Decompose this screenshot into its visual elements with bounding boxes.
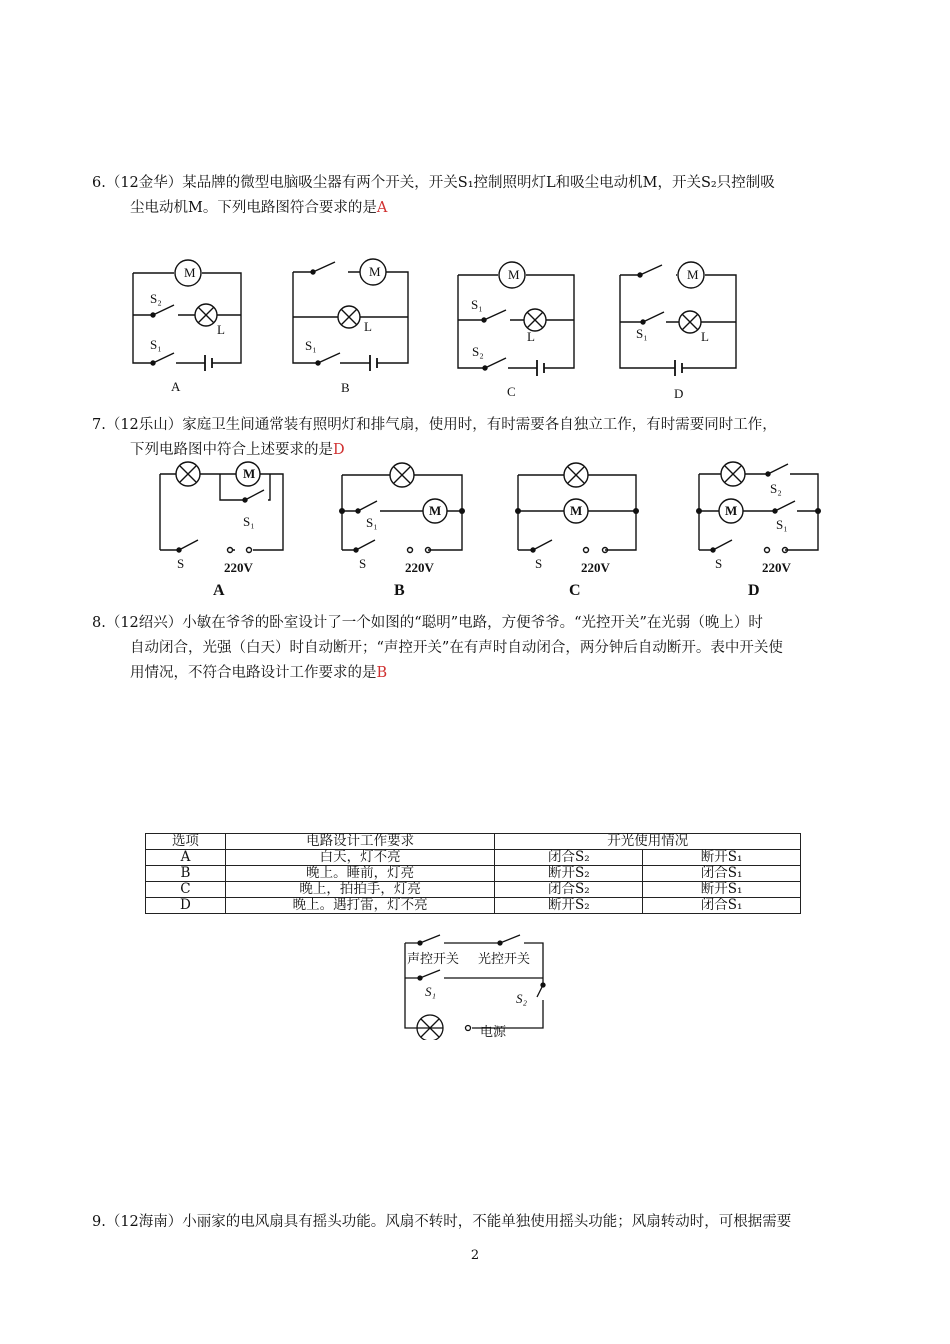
q6-line1: 6.（12金华）某品牌的微型电脑吸尘器有两个开关，开关S₁控制照明灯L和吸尘电动机M，开关S₂只控制吸 bbox=[92, 175, 775, 191]
q6-label-d: D bbox=[674, 386, 684, 401]
q9-line1: 9.（12海南）小丽家的电风扇具有摇头功能。风扇不转时，不能单独使用摇头功能；风扇转动时，可根据需要 bbox=[92, 1214, 792, 1230]
q6-b-lamp: L bbox=[364, 319, 372, 334]
q7-d-motor: M bbox=[725, 503, 738, 518]
q8-circuit bbox=[0, 930, 950, 1040]
table-cell: C bbox=[146, 882, 226, 898]
q8-line3 bbox=[92, 661, 872, 686]
q7-circuit-b bbox=[339, 463, 465, 553]
q6-a-motor: M bbox=[184, 265, 196, 280]
table-header-option: 选项 bbox=[146, 834, 226, 850]
table-cell: B bbox=[146, 866, 226, 882]
q6-answer: A bbox=[376, 200, 388, 216]
table-cell: A bbox=[146, 850, 226, 866]
table-cell: 断开S₁ bbox=[643, 850, 801, 866]
q6-circuit-b bbox=[293, 259, 408, 371]
table-cell: 白天，灯不亮 bbox=[225, 850, 495, 866]
q7-c-s: S bbox=[535, 556, 543, 571]
q7-label-c: C bbox=[569, 582, 581, 599]
table-cell: 闭合S₂ bbox=[495, 882, 643, 898]
power-label: 电源 bbox=[480, 1024, 507, 1039]
q7-label-a: A bbox=[213, 582, 225, 599]
table-row bbox=[146, 850, 801, 866]
q7-line2-text: 下列电路图中符合上述要求的是 bbox=[130, 442, 333, 458]
q6-d-motor: M bbox=[687, 267, 699, 282]
q8-line1: 8.（12绍兴）小敏在爷爷的卧室设计了一个如图的“聪明”电路，方便爷爷。“光控开关”在光弱（晚上）时 bbox=[92, 615, 763, 631]
table-header-switch: 开光使用情况 bbox=[495, 834, 801, 850]
table-cell: 晚上。睡前，灯亮 bbox=[225, 866, 495, 882]
table-cell: 断开S₂ bbox=[495, 866, 643, 882]
q7-b-s1: S₁ bbox=[366, 515, 378, 530]
light-switch-label: 光控开关 bbox=[478, 951, 531, 966]
q8-line3-text: 用情况，不符合电路设计工作要求的是 bbox=[130, 665, 377, 681]
q6-c-motor: M bbox=[508, 267, 520, 282]
q7-d-s1: S₁ bbox=[776, 517, 788, 532]
q7-label-d: D bbox=[748, 582, 760, 599]
question-9 bbox=[92, 1210, 872, 1235]
q7-b-s: S bbox=[359, 556, 367, 571]
table-row bbox=[146, 866, 801, 882]
q6-d-lamp: L bbox=[701, 329, 709, 344]
q7-circuit-d bbox=[696, 462, 821, 553]
table-cell: D bbox=[146, 898, 226, 914]
q7-c-voltage: 220V bbox=[581, 560, 610, 575]
q6-c-lamp: L bbox=[527, 329, 535, 344]
q6-line2-text: 尘电动机M。下列电路图符合要求的是 bbox=[130, 200, 377, 216]
table-cell: 断开S₁ bbox=[643, 882, 801, 898]
table-header-requirement: 电路设计工作要求 bbox=[225, 834, 495, 850]
table-cell: 断开S₂ bbox=[495, 898, 643, 914]
q8-s1: S₁ bbox=[425, 984, 437, 999]
q7-a-motor: M bbox=[243, 466, 256, 481]
table-row bbox=[146, 882, 801, 898]
q7-line1: 7.（12乐山）家庭卫生间通常装有照明灯和排气扇，使用时，有时需要各自独立工作，有时需要同时工作， bbox=[92, 417, 777, 433]
q6-a-lamp: L bbox=[217, 322, 225, 337]
q7-d-s: S bbox=[715, 556, 723, 571]
q6-label-c: C bbox=[507, 384, 516, 399]
q7-a-s: S bbox=[177, 556, 185, 571]
q7-d-s2: S₂ bbox=[770, 481, 782, 496]
q7-answer: D bbox=[333, 442, 345, 458]
q6-b-s1: S₁ bbox=[305, 338, 317, 353]
question-6 bbox=[92, 171, 872, 221]
q6-c-s2: S₂ bbox=[472, 344, 484, 359]
table-cell: 闭合S₁ bbox=[643, 898, 801, 914]
q7-circuits bbox=[0, 455, 950, 605]
table-row bbox=[146, 898, 801, 914]
q6-a-s1: S₁ bbox=[150, 337, 162, 352]
q7-b-voltage: 220V bbox=[405, 560, 434, 575]
table-cell: 闭合S₂ bbox=[495, 850, 643, 866]
table-cell: 晚上。遇打雷，灯不亮 bbox=[225, 898, 495, 914]
q6-b-motor: M bbox=[369, 264, 381, 279]
q6-label-a: A bbox=[171, 379, 181, 394]
q6-label-b: B bbox=[341, 380, 350, 395]
q7-label-b: B bbox=[394, 582, 405, 599]
table-cell: 闭合S₁ bbox=[643, 866, 801, 882]
q7-a-voltage: 220V bbox=[224, 560, 253, 575]
q6-d-s1: S₁ bbox=[636, 326, 648, 341]
q6-line2 bbox=[92, 196, 872, 221]
page-number: 2 bbox=[470, 1248, 480, 1263]
q6-a-s2: S₂ bbox=[150, 291, 162, 306]
table-header-row bbox=[146, 834, 801, 850]
table-cell: 晚上，拍拍手，灯亮 bbox=[225, 882, 495, 898]
q8-s2: S₂ bbox=[516, 991, 528, 1006]
q6-c-s1: S₁ bbox=[471, 297, 483, 312]
sound-switch-label: 声控开关 bbox=[407, 951, 460, 966]
question-8 bbox=[92, 611, 872, 686]
q8-table bbox=[145, 833, 801, 914]
q7-b-motor: M bbox=[429, 503, 442, 518]
q7-a-s1: S₁ bbox=[243, 514, 255, 529]
q6-circuits bbox=[0, 255, 950, 405]
q7-c-motor: M bbox=[570, 503, 583, 518]
q8-answer: B bbox=[376, 665, 388, 681]
q6-circuit-d bbox=[620, 262, 736, 376]
q7-d-voltage: 220V bbox=[762, 560, 791, 575]
q7-circuit-a bbox=[160, 462, 283, 553]
q8-line2: 自动闭合，光强（白天）时自动断开；“声控开关”在有声时自动闭合，两分钟后自动断开。表中开关使 bbox=[130, 640, 783, 656]
